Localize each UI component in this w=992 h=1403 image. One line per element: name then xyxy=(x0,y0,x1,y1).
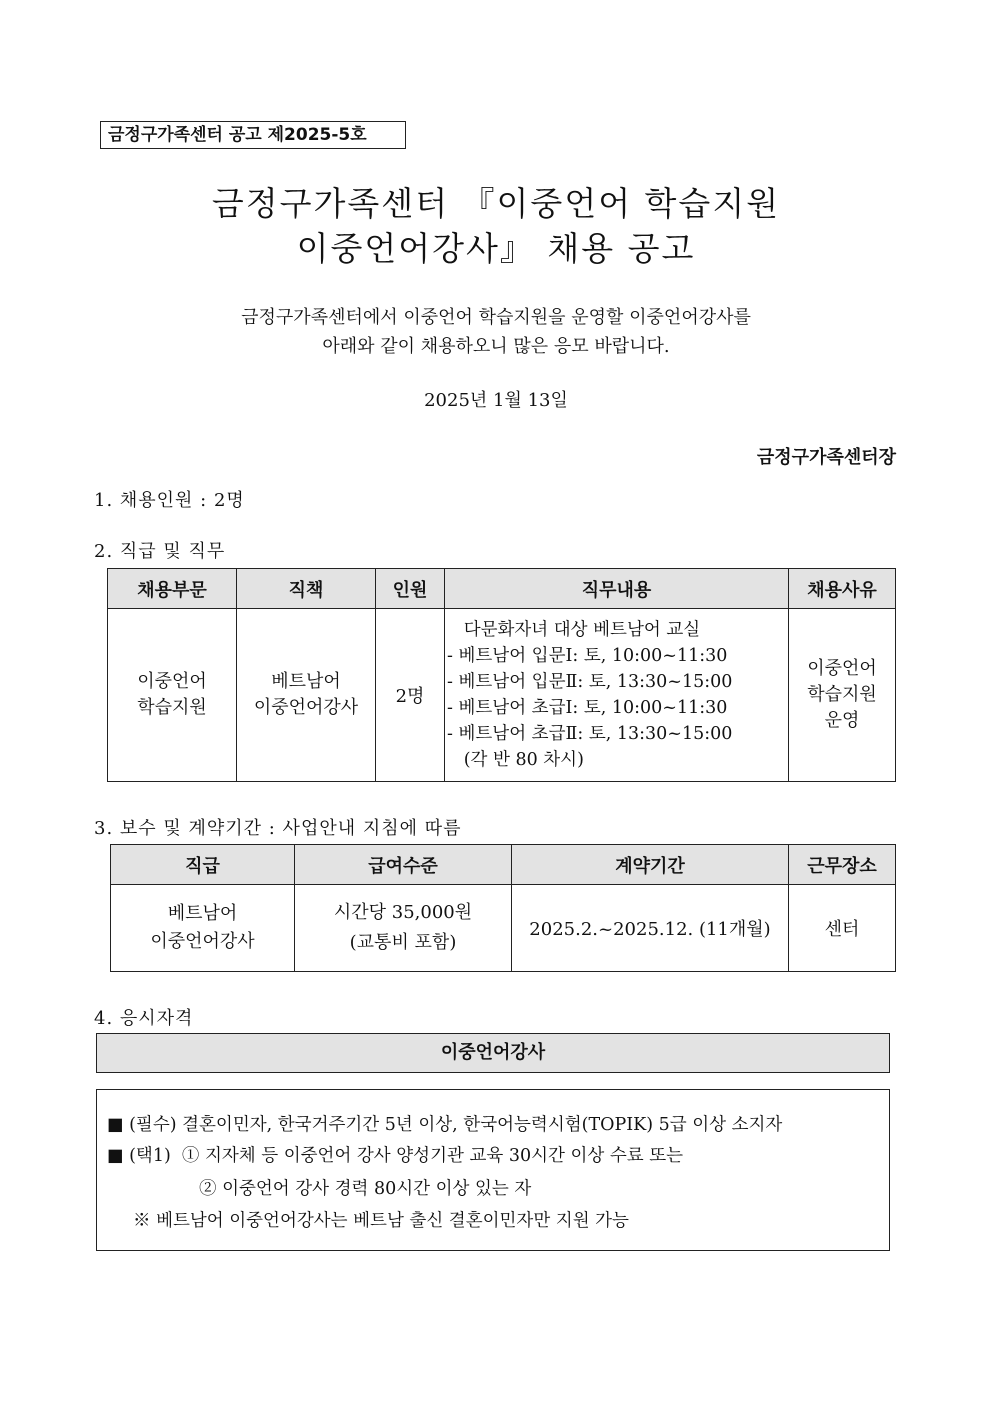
table-cell-position xyxy=(237,609,376,782)
qualification-choice2: ② 이중언어 강사 경력 80시간 이상 있는 자 xyxy=(199,1179,532,1199)
cell-line: 학습지원 xyxy=(137,697,207,718)
cell-line: (교통비 포함) xyxy=(349,932,457,953)
table-header: 직급 xyxy=(111,845,295,885)
duty-table xyxy=(107,568,896,782)
table-cell-duty xyxy=(445,609,789,782)
qualification-header: 이중언어강사 xyxy=(96,1033,890,1073)
page-title-line1: 금정구가족센터 『이중언어 학습지원 xyxy=(211,184,781,223)
section-heading-4: 4. 응시자격 xyxy=(94,1008,194,1029)
qualification-note: ※ 베트남어 이중언어강사는 베트남 출신 결혼이민자만 지원 가능 xyxy=(133,1211,629,1231)
cell-line: 학습지원 xyxy=(807,684,877,705)
table-header: 채용사유 xyxy=(789,569,896,609)
table-header: 근무장소 xyxy=(789,845,896,885)
table-cell-period: 2025.2.~2025.12. (11개월) xyxy=(512,885,789,972)
cell-line: 이중언어강사 xyxy=(253,697,359,718)
cell-line: 이중언어강사 xyxy=(150,931,255,952)
table-header: 직책 xyxy=(237,569,376,609)
issuer-signature: 금정구가족센터장 xyxy=(756,447,896,468)
cell-line: 운영 xyxy=(824,710,860,731)
table-cell-reason xyxy=(789,609,896,782)
duty-line: - 베트남어 초급Ⅱ: 토, 13:30~15:00 xyxy=(447,724,733,744)
duty-line: (각 반 80 차시) xyxy=(447,750,584,770)
cell-line: 시간당 35,000원 xyxy=(333,902,473,923)
cell-line: 베트남어 xyxy=(167,903,238,924)
duty-line: 다문화자녀 대상 베트남어 교실 xyxy=(447,620,701,640)
qualification-box xyxy=(96,1089,890,1251)
section-heading-1: 1. 채용인원 : 2명 xyxy=(94,490,245,511)
table-header: 계약기간 xyxy=(512,845,789,885)
qualification-required: ■ (필수) 결혼이민자, 한국거주기간 5년 이상, 한국어능력시험(TOPIK) 5급 이상 소지자 xyxy=(107,1115,783,1135)
table-cell-place: 센터 xyxy=(789,885,896,972)
table-header: 급여수준 xyxy=(295,845,512,885)
table-cell-pay xyxy=(295,885,512,972)
intro-line2: 아래와 같이 채용하오니 많은 응모 바랍니다. xyxy=(322,336,670,357)
section-heading-2: 2. 직급 및 직무 xyxy=(94,541,226,562)
duty-line: - 베트남어 입문Ⅰ: 토, 10:00~11:30 xyxy=(447,646,728,666)
table-header: 직무내용 xyxy=(445,569,789,609)
page-title-line2: 이중언어강사』 채용 공고 xyxy=(296,229,696,268)
section-heading-3: 3. 보수 및 계약기간 : 사업안내 지침에 따름 xyxy=(94,818,462,839)
duty-line: - 베트남어 입문Ⅱ: 토, 13:30~15:00 xyxy=(447,672,733,692)
cell-line: 이중언어 xyxy=(807,658,877,679)
table-header: 인원 xyxy=(376,569,445,609)
intro-line1: 금정구가족센터에서 이중언어 학습지원을 운영할 이중언어강사를 xyxy=(241,307,751,328)
table-header: 채용부문 xyxy=(108,569,237,609)
cell-line: 이중언어 xyxy=(137,671,207,692)
notice-number: 금정구가족센터 공고 제2025-5호 xyxy=(100,121,406,149)
qualification-choice1: ■ (택1) ① 지자체 등 이중언어 강사 양성기관 교육 30시간 이상 수료 또는 xyxy=(107,1146,684,1166)
pay-table xyxy=(110,844,896,972)
duty-line: - 베트남어 초급Ⅰ: 토, 10:00~11:30 xyxy=(447,698,728,718)
table-cell-grade xyxy=(111,885,295,972)
table-cell-count: 2명 xyxy=(376,609,445,782)
table-cell-dept xyxy=(108,609,237,782)
notice-date: 2025년 1월 13일 xyxy=(424,390,568,411)
cell-line: 베트남어 xyxy=(271,671,341,692)
